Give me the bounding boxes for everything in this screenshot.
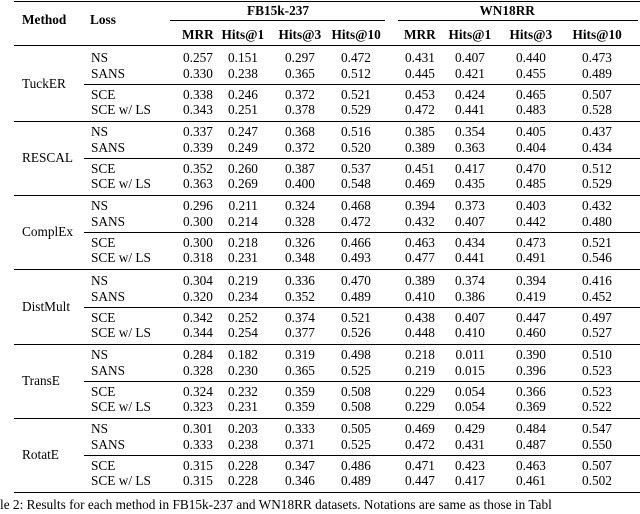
loss-group-rule bbox=[84, 307, 640, 308]
metric-value: 0.247 bbox=[228, 124, 258, 139]
metric-value: 0.238 bbox=[228, 66, 258, 81]
metric-value: 0.434 bbox=[455, 235, 485, 250]
metric-value: 0.498 bbox=[341, 347, 371, 362]
metric-value: 0.324 bbox=[183, 384, 213, 399]
method-rule bbox=[14, 121, 640, 122]
metric-value: 0.527 bbox=[582, 325, 612, 340]
metric-value: 0.423 bbox=[455, 458, 485, 473]
metric-value: 0.510 bbox=[582, 347, 612, 362]
metric-value: 0.372 bbox=[285, 140, 315, 155]
metric-value: 0.480 bbox=[582, 214, 612, 229]
metric-value: 0.525 bbox=[341, 363, 371, 378]
metric-value: 0.234 bbox=[228, 289, 258, 304]
metric-value: 0.546 bbox=[582, 250, 612, 265]
metric-value: 0.315 bbox=[183, 473, 213, 488]
method-rule bbox=[14, 418, 640, 419]
loss-label: SCE w/ LS bbox=[91, 473, 151, 488]
metric-value: 0.219 bbox=[228, 273, 258, 288]
results-table bbox=[14, 0, 640, 496]
metric-value: 0.011 bbox=[455, 347, 485, 362]
metric-value: 0.529 bbox=[582, 176, 612, 191]
loss-label: SCE w/ LS bbox=[91, 399, 151, 414]
metric-value: 0.507 bbox=[582, 458, 612, 473]
metric-value: 0.297 bbox=[285, 50, 315, 65]
metric-value: 0.054 bbox=[455, 399, 485, 414]
loss-label: SANS bbox=[91, 66, 125, 81]
metric-value: 0.477 bbox=[405, 250, 435, 265]
metric-header-hits-at-3: Hits@3 bbox=[278, 27, 322, 42]
metric-value: 0.473 bbox=[516, 235, 546, 250]
metric-header-hits-at-1: Hits@1 bbox=[448, 27, 492, 42]
metric-value: 0.231 bbox=[228, 399, 258, 414]
metric-value: 0.359 bbox=[285, 384, 315, 399]
metric-value: 0.352 bbox=[285, 289, 315, 304]
metric-value: 0.508 bbox=[341, 384, 371, 399]
loss-label: SCE bbox=[91, 87, 116, 102]
loss-group-rule bbox=[84, 84, 640, 85]
method-rule bbox=[14, 195, 640, 196]
metric-value: 0.231 bbox=[228, 250, 258, 265]
metric-header-hits-at-1: Hits@1 bbox=[221, 27, 265, 42]
loss-column-header: Loss bbox=[90, 12, 116, 27]
metric-value: 0.238 bbox=[228, 437, 258, 452]
loss-group-rule bbox=[84, 455, 640, 456]
metric-value: 0.363 bbox=[455, 140, 485, 155]
metric-value: 0.451 bbox=[405, 161, 435, 176]
metric-value: 0.452 bbox=[582, 289, 612, 304]
metric-value: 0.483 bbox=[516, 102, 546, 117]
metric-value: 0.385 bbox=[405, 124, 435, 139]
metric-value: 0.421 bbox=[455, 66, 485, 81]
metric-value: 0.394 bbox=[405, 198, 435, 213]
metric-value: 0.373 bbox=[455, 198, 485, 213]
metric-value: 0.548 bbox=[341, 176, 371, 191]
metric-value: 0.442 bbox=[516, 214, 546, 229]
metric-value: 0.417 bbox=[455, 473, 485, 488]
loss-label: NS bbox=[91, 198, 108, 213]
metric-value: 0.526 bbox=[341, 325, 371, 340]
metric-value: 0.054 bbox=[455, 384, 485, 399]
method-name: TuckER bbox=[22, 76, 66, 91]
metric-value: 0.304 bbox=[183, 273, 213, 288]
metric-value: 0.437 bbox=[582, 124, 612, 139]
metric-value: 0.407 bbox=[455, 310, 485, 325]
metric-value: 0.328 bbox=[285, 214, 315, 229]
metric-value: 0.470 bbox=[341, 273, 371, 288]
metric-value: 0.230 bbox=[228, 363, 258, 378]
metric-value: 0.537 bbox=[341, 161, 371, 176]
loss-label: SCE bbox=[91, 161, 116, 176]
metric-value: 0.550 bbox=[582, 437, 612, 452]
metric-value: 0.229 bbox=[405, 384, 435, 399]
metric-value: 0.468 bbox=[341, 198, 371, 213]
metric-value: 0.346 bbox=[285, 473, 315, 488]
metric-value: 0.369 bbox=[516, 399, 546, 414]
metric-value: 0.455 bbox=[516, 66, 546, 81]
loss-label: NS bbox=[91, 273, 108, 288]
metric-value: 0.441 bbox=[455, 102, 485, 117]
loss-label: SCE bbox=[91, 384, 116, 399]
metric-value: 0.333 bbox=[285, 421, 315, 436]
metric-value: 0.493 bbox=[341, 250, 371, 265]
loss-label: SCE w/ LS bbox=[91, 176, 151, 191]
metric-value: 0.487 bbox=[516, 437, 546, 452]
metric-value: 0.320 bbox=[183, 289, 213, 304]
method-name: TransE bbox=[22, 373, 60, 388]
metric-value: 0.447 bbox=[516, 310, 546, 325]
metric-value: 0.300 bbox=[183, 235, 213, 250]
metric-value: 0.460 bbox=[516, 325, 546, 340]
metric-value: 0.416 bbox=[582, 273, 612, 288]
table-caption: le 2: Results for each method in FB15k-237 and WN18RR datasets. Notations are same as those in Tabl bbox=[0, 497, 552, 512]
loss-label: SCE bbox=[91, 235, 116, 250]
metric-value: 0.386 bbox=[455, 289, 485, 304]
metric-value: 0.486 bbox=[341, 458, 371, 473]
metric-value: 0.343 bbox=[183, 102, 213, 117]
metric-value: 0.528 bbox=[582, 102, 612, 117]
metric-value: 0.407 bbox=[455, 50, 485, 65]
metric-value: 0.249 bbox=[228, 140, 258, 155]
metric-value: 0.374 bbox=[455, 273, 485, 288]
loss-label: SCE bbox=[91, 458, 116, 473]
metric-value: 0.365 bbox=[285, 363, 315, 378]
metric-value: 0.485 bbox=[516, 176, 546, 191]
metric-value: 0.378 bbox=[285, 102, 315, 117]
metric-value: 0.333 bbox=[183, 437, 213, 452]
metric-value: 0.484 bbox=[516, 421, 546, 436]
metric-value: 0.431 bbox=[455, 437, 485, 452]
metric-value: 0.015 bbox=[455, 363, 485, 378]
fb15k237-group-header: FB15k-237 bbox=[247, 3, 310, 18]
metric-value: 0.472 bbox=[341, 214, 371, 229]
metric-value: 0.151 bbox=[228, 50, 258, 65]
metric-value: 0.257 bbox=[183, 50, 213, 65]
metric-value: 0.377 bbox=[285, 325, 315, 340]
metric-value: 0.284 bbox=[183, 347, 213, 362]
metric-value: 0.507 bbox=[582, 87, 612, 102]
table-top-rule bbox=[14, 1, 640, 2]
metric-value: 0.472 bbox=[341, 50, 371, 65]
method-name: ComplEx bbox=[22, 224, 73, 239]
metric-value: 0.352 bbox=[183, 161, 213, 176]
metric-value: 0.489 bbox=[341, 473, 371, 488]
metric-value: 0.469 bbox=[405, 176, 435, 191]
metric-value: 0.319 bbox=[285, 347, 315, 362]
metric-value: 0.508 bbox=[341, 399, 371, 414]
metric-value: 0.471 bbox=[405, 458, 435, 473]
fb15k237-group-rule bbox=[170, 20, 385, 21]
metric-value: 0.520 bbox=[341, 140, 371, 155]
metric-value: 0.389 bbox=[405, 273, 435, 288]
metric-value: 0.252 bbox=[228, 310, 258, 325]
loss-group-rule bbox=[84, 232, 640, 233]
metric-header-mrr: MRR bbox=[404, 27, 436, 42]
metric-value: 0.342 bbox=[183, 310, 213, 325]
metric-value: 0.466 bbox=[341, 235, 371, 250]
metric-value: 0.301 bbox=[183, 421, 213, 436]
loss-label: NS bbox=[91, 347, 108, 362]
metric-value: 0.525 bbox=[341, 437, 371, 452]
metric-value: 0.448 bbox=[405, 325, 435, 340]
metric-value: 0.251 bbox=[228, 102, 258, 117]
metric-value: 0.337 bbox=[183, 124, 213, 139]
wn18rr-group-rule bbox=[398, 20, 638, 21]
metric-value: 0.363 bbox=[183, 176, 213, 191]
metric-value: 0.447 bbox=[405, 473, 435, 488]
metric-value: 0.461 bbox=[516, 473, 546, 488]
metric-value: 0.336 bbox=[285, 273, 315, 288]
method-name: DistMult bbox=[22, 299, 71, 314]
metric-value: 0.469 bbox=[405, 421, 435, 436]
metric-value: 0.521 bbox=[341, 87, 371, 102]
metric-value: 0.218 bbox=[405, 347, 435, 362]
loss-label: NS bbox=[91, 421, 108, 436]
metric-value: 0.523 bbox=[582, 384, 612, 399]
metric-value: 0.330 bbox=[183, 66, 213, 81]
metric-value: 0.529 bbox=[341, 102, 371, 117]
loss-label: SANS bbox=[91, 214, 125, 229]
metric-value: 0.390 bbox=[516, 347, 546, 362]
metric-value: 0.246 bbox=[228, 87, 258, 102]
metric-value: 0.453 bbox=[405, 87, 435, 102]
metric-value: 0.218 bbox=[228, 235, 258, 250]
metric-value: 0.497 bbox=[582, 310, 612, 325]
method-rule bbox=[14, 269, 640, 270]
metric-header-hits-at-10: Hits@10 bbox=[331, 27, 381, 42]
loss-group-rule bbox=[84, 158, 640, 159]
metric-value: 0.296 bbox=[183, 198, 213, 213]
metric-value: 0.438 bbox=[405, 310, 435, 325]
metric-value: 0.489 bbox=[582, 66, 612, 81]
metric-value: 0.407 bbox=[455, 214, 485, 229]
loss-label: SCE w/ LS bbox=[91, 325, 151, 340]
metric-value: 0.203 bbox=[228, 421, 258, 436]
loss-label: SCE bbox=[91, 310, 116, 325]
metric-value: 0.219 bbox=[405, 363, 435, 378]
loss-label: SANS bbox=[91, 363, 125, 378]
metric-value: 0.228 bbox=[228, 458, 258, 473]
metric-value: 0.400 bbox=[285, 176, 315, 191]
metric-value: 0.410 bbox=[405, 289, 435, 304]
method-name: RotatE bbox=[22, 447, 59, 462]
metric-value: 0.338 bbox=[183, 87, 213, 102]
metric-value: 0.254 bbox=[228, 325, 258, 340]
metric-value: 0.465 bbox=[516, 87, 546, 102]
metric-value: 0.523 bbox=[582, 363, 612, 378]
method-name: RESCAL bbox=[22, 150, 73, 165]
loss-label: SCE w/ LS bbox=[91, 102, 151, 117]
metric-value: 0.389 bbox=[405, 140, 435, 155]
header-rule bbox=[14, 45, 640, 46]
metric-value: 0.419 bbox=[516, 289, 546, 304]
metric-value: 0.300 bbox=[183, 214, 213, 229]
metric-value: 0.432 bbox=[582, 198, 612, 213]
metric-value: 0.429 bbox=[455, 421, 485, 436]
metric-value: 0.441 bbox=[455, 250, 485, 265]
metric-value: 0.354 bbox=[455, 124, 485, 139]
metric-value: 0.182 bbox=[228, 347, 258, 362]
wn18rr-group-header: WN18RR bbox=[479, 3, 535, 18]
metric-value: 0.371 bbox=[285, 437, 315, 452]
metric-value: 0.502 bbox=[582, 473, 612, 488]
metric-value: 0.522 bbox=[582, 399, 612, 414]
metric-header-mrr: MRR bbox=[182, 27, 214, 42]
metric-value: 0.348 bbox=[285, 250, 315, 265]
loss-label: NS bbox=[91, 124, 108, 139]
metric-value: 0.463 bbox=[516, 458, 546, 473]
metric-value: 0.516 bbox=[341, 124, 371, 139]
metric-value: 0.323 bbox=[183, 399, 213, 414]
metric-value: 0.470 bbox=[516, 161, 546, 176]
metric-value: 0.359 bbox=[285, 399, 315, 414]
metric-value: 0.424 bbox=[455, 87, 485, 102]
metric-value: 0.232 bbox=[228, 384, 258, 399]
metric-value: 0.347 bbox=[285, 458, 315, 473]
metric-value: 0.463 bbox=[405, 235, 435, 250]
metric-value: 0.403 bbox=[516, 198, 546, 213]
metric-value: 0.318 bbox=[183, 250, 213, 265]
metric-value: 0.417 bbox=[455, 161, 485, 176]
metric-value: 0.374 bbox=[285, 310, 315, 325]
metric-value: 0.505 bbox=[341, 421, 371, 436]
metric-value: 0.512 bbox=[341, 66, 371, 81]
loss-label: SANS bbox=[91, 289, 125, 304]
metric-value: 0.521 bbox=[582, 235, 612, 250]
metric-value: 0.489 bbox=[341, 289, 371, 304]
metric-value: 0.472 bbox=[405, 437, 435, 452]
metric-value: 0.431 bbox=[405, 50, 435, 65]
metric-value: 0.387 bbox=[285, 161, 315, 176]
metric-value: 0.229 bbox=[405, 399, 435, 414]
metric-value: 0.434 bbox=[582, 140, 612, 155]
metric-value: 0.339 bbox=[183, 140, 213, 155]
metric-value: 0.435 bbox=[455, 176, 485, 191]
metric-value: 0.472 bbox=[405, 102, 435, 117]
metric-value: 0.214 bbox=[228, 214, 258, 229]
metric-value: 0.473 bbox=[582, 50, 612, 65]
method-column-header: Method bbox=[22, 12, 67, 27]
metric-value: 0.372 bbox=[285, 87, 315, 102]
metric-value: 0.269 bbox=[228, 176, 258, 191]
table-bottom-rule bbox=[14, 492, 640, 493]
metric-value: 0.405 bbox=[516, 124, 546, 139]
metric-value: 0.365 bbox=[285, 66, 315, 81]
metric-value: 0.228 bbox=[228, 473, 258, 488]
metric-value: 0.404 bbox=[516, 140, 546, 155]
metric-value: 0.396 bbox=[516, 363, 546, 378]
metric-value: 0.547 bbox=[582, 421, 612, 436]
metric-value: 0.211 bbox=[228, 198, 258, 213]
metric-value: 0.445 bbox=[405, 66, 435, 81]
method-rule bbox=[14, 344, 640, 345]
metric-value: 0.512 bbox=[582, 161, 612, 176]
loss-label: SANS bbox=[91, 140, 125, 155]
metric-value: 0.315 bbox=[183, 458, 213, 473]
metric-value: 0.491 bbox=[516, 250, 546, 265]
metric-header-hits-at-3: Hits@3 bbox=[509, 27, 553, 42]
metric-value: 0.410 bbox=[455, 325, 485, 340]
metric-value: 0.366 bbox=[516, 384, 546, 399]
metric-value: 0.432 bbox=[405, 214, 435, 229]
metric-value: 0.260 bbox=[228, 161, 258, 176]
metric-value: 0.344 bbox=[183, 325, 213, 340]
metric-value: 0.521 bbox=[341, 310, 371, 325]
metric-value: 0.394 bbox=[516, 273, 546, 288]
metric-header-hits-at-10: Hits@10 bbox=[572, 27, 622, 42]
metric-value: 0.326 bbox=[285, 235, 315, 250]
metric-value: 0.324 bbox=[285, 198, 315, 213]
loss-label: NS bbox=[91, 50, 108, 65]
loss-label: SANS bbox=[91, 437, 125, 452]
loss-group-rule bbox=[84, 381, 640, 382]
metric-value: 0.440 bbox=[516, 50, 546, 65]
loss-label: SCE w/ LS bbox=[91, 250, 151, 265]
metric-value: 0.328 bbox=[183, 363, 213, 378]
metric-value: 0.368 bbox=[285, 124, 315, 139]
